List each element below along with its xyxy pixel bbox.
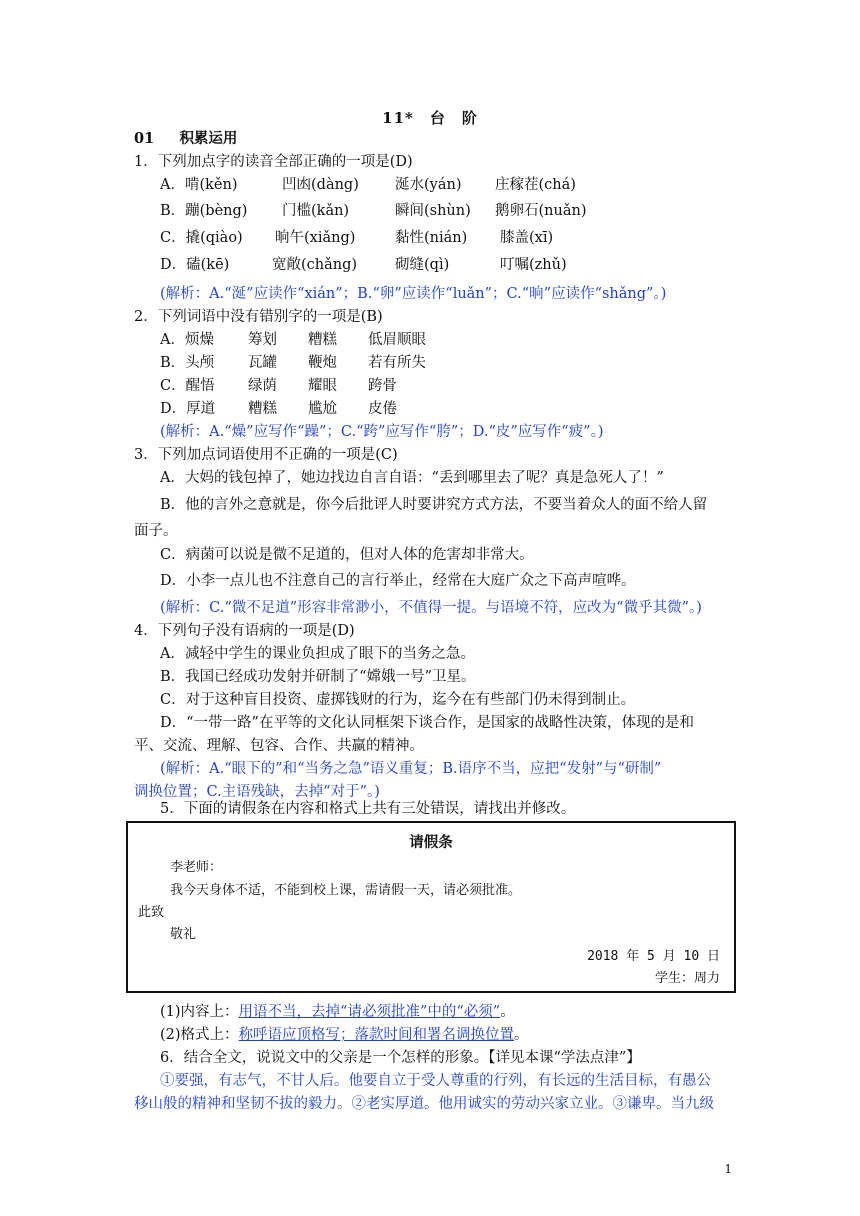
- q6-answer-1: ①要强，有志气，不甘人后。他要自立于受人尊重的行列，有长远的生活目标，有愚公: [160, 1073, 711, 1089]
- q4-d2: 平、交流、理解、包容、合作、共赢的精神。: [134, 738, 424, 754]
- q2-d4: 皮倦: [368, 401, 397, 417]
- q4-analysis-1: (解析：A.“眼下的”和“当务之急”语义重复；B.语序不当，应把“发射”与“研制”: [160, 761, 662, 777]
- q3-d: D．小李一点儿也不注意自己的言行举止，经常在大庭广众之下高声喧哗。: [160, 573, 636, 589]
- leave-note-box: [126, 821, 736, 993]
- q4-analysis-2: 调换位置；C.主语残缺，去掉“对于”。): [134, 784, 380, 800]
- q1-d3: 砌缝(qì): [395, 257, 450, 273]
- note-heading: 请假条: [409, 834, 453, 851]
- q1-analysis: (解析：A.“涎”应读作“xián”；B.“卵”应读作“luǎn”；C.“晌”应读作“shǎng”。): [160, 286, 667, 302]
- q2-a4: 低眉顺眼: [368, 332, 426, 348]
- q1-stem: 1．下列加点字的读音全部正确的一项是(D): [134, 154, 413, 170]
- q2-d3: 尴尬: [308, 401, 337, 417]
- q2-d2: 糟糕: [248, 401, 277, 417]
- q1-d2: 宽敞(chǎng): [272, 257, 358, 273]
- q1-c2: 晌午(xiǎng): [275, 230, 356, 246]
- q3-a: A．大妈的钱包掉了，她边找边自言自语：“丢到哪里去了呢？真是急死人了！”: [160, 470, 664, 486]
- q1-b4: 鹅卵石(nuǎn): [495, 203, 587, 219]
- q2-a2: 筹划: [248, 332, 277, 348]
- q4-stem: 4．下列句子没有语病的一项是(D): [134, 623, 355, 639]
- q2-c4: 跨骨: [368, 378, 397, 394]
- q4-a: A．减轻中学生的课业负担成了眼下的当务之急。: [160, 646, 475, 662]
- note-body: 我今天身体不适，不能到校上课，需请假一天，请必须批准。: [170, 883, 522, 898]
- q2-c3: 耀眼: [308, 378, 337, 394]
- q2-b2: 瓦罐: [248, 355, 277, 371]
- q3-c: C．病菌可以说是微不足道的，但对人体的危害却非常大。: [160, 547, 534, 563]
- q4-b: B．我国已经成功发射并研制了“嫦娥一号”卫星。: [160, 669, 476, 685]
- q1-a4: 庄稼茬(chá): [495, 177, 576, 193]
- q3-b2: 面子。: [134, 523, 178, 539]
- q5-stem: 5．下面的请假条在内容和格式上共有三处错误，请找出并修改。: [160, 801, 576, 817]
- q1-a1: A．啃(kěn): [160, 177, 238, 193]
- q2-b1: B．头颅: [160, 355, 215, 371]
- q2-analysis: (解析：A.“燥”应写作“躁”；C.“跨”应写作“胯”；D.“皮”应写作“疲”。): [160, 424, 604, 440]
- q2-a1: A．烦燥: [160, 332, 214, 348]
- note-jingli: 敬礼: [170, 927, 197, 942]
- q1-c1: C．撬(qiào): [160, 230, 243, 246]
- q5-answer-2: (2)格式上：称呼语应顶格写；落款时间和署名调换位置。: [160, 1027, 529, 1043]
- q4-d1: D．“一带一路”在平等的文化认同框架下谈合作，是国家的战略性决策，体现的是和: [160, 715, 694, 731]
- q1-c3: 黏性(nián): [395, 230, 468, 246]
- q3-stem: 3．下列加点词语使用不正确的一项是(C): [134, 447, 398, 463]
- section-heading: 01 积累运用: [134, 130, 238, 147]
- q3-b1: B．他的言外之意就是，你今后批评人时要讲究方式方法，不要当着众人的面不给人留: [160, 497, 708, 513]
- q1-b3: 瞬间(shùn): [395, 203, 471, 219]
- q2-d1: D．厚道: [160, 401, 216, 417]
- q1-b1: B．蹦(bèng): [160, 203, 248, 219]
- q4-c: C．对于这种盲目投资、虚掷钱财的行为，迄今在有些部门仍未得到制止。: [160, 692, 636, 708]
- q2-stem: 2．下列词语中没有错别字的一项是(B): [134, 309, 383, 325]
- q1-c4: 膝盖(xī): [500, 230, 554, 246]
- q1-a3: 涎水(yán): [395, 177, 462, 193]
- q6-answer-2: 移山般的精神和坚韧不拔的毅力。②老实厚道。他用诚实的劳动兴家立业。③谦卑。当九级: [134, 1096, 714, 1112]
- note-date: 2018 年 5 月 10 日: [587, 949, 720, 964]
- note-cizhi: 此致: [138, 905, 165, 920]
- q2-b4: 若有所失: [368, 355, 426, 371]
- page-number: 1: [724, 1162, 732, 1176]
- q2-c2: 绿荫: [248, 378, 277, 394]
- q2-a3: 糟糕: [308, 332, 337, 348]
- q2-b3: 鞭炮: [308, 355, 337, 371]
- q2-c1: C．醒悟: [160, 378, 215, 394]
- q1-d4: 叮嘱(zhǔ): [500, 257, 567, 273]
- q1-d1: D．磕(kē): [160, 257, 230, 273]
- q1-a2: 凹凼(dàng): [282, 177, 359, 193]
- note-sign: 学生：周力: [654, 971, 720, 986]
- q6-stem: 6．结合全文，说说文中的父亲是一个怎样的形象。【详见本课“学法点津”】: [160, 1050, 641, 1066]
- q5-answer-1: (1)内容上：用语不当，去掉“请必须批准”中的“必须”。: [160, 1004, 515, 1020]
- lesson-title: 11* 台 阶: [382, 109, 478, 127]
- q1-b2: 门槛(kǎn): [282, 203, 350, 219]
- q3-analysis: (解析：C.“微不足道”形容非常渺小，不值得一提。与语境不符，应改为“微乎其微”。): [160, 600, 702, 616]
- note-greeting: 李老师：: [170, 860, 223, 875]
